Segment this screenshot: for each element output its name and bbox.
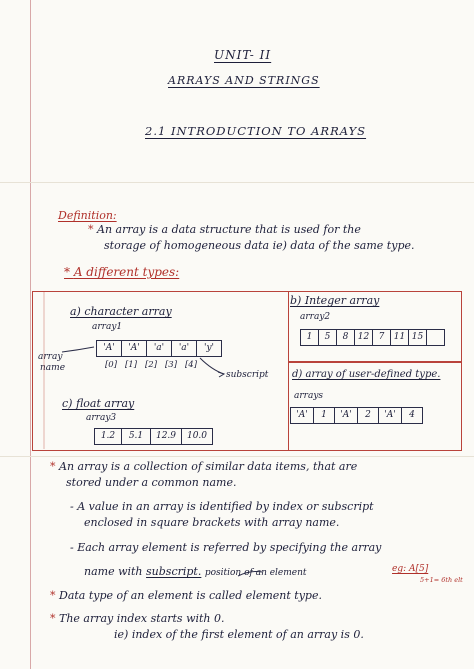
array-cell: 1.2 <box>95 429 122 444</box>
bullet-star: * <box>64 265 74 279</box>
array-index: [0] <box>104 360 118 370</box>
array-index: [1] <box>124 360 138 370</box>
array-cell: 'A' <box>335 408 358 423</box>
note-5 <box>50 612 225 626</box>
bullet-star: * <box>88 223 97 236</box>
example-subnote: 5+1= 6th elt <box>420 576 463 584</box>
note-5-text: The array index starts with 0. <box>59 612 225 625</box>
user-defined-title-text: d) array of user-defined type. <box>292 369 441 380</box>
user-defined-name: arrays <box>294 391 324 401</box>
array-cell: 'a' <box>172 341 197 356</box>
integer-array-title-text: b) Integer array <box>290 294 380 307</box>
example-text: eg: A[5] <box>392 564 429 574</box>
array-name-label-1: array <box>38 352 63 362</box>
note-2a: - A value in an array is identified by index or subscript <box>70 500 374 513</box>
note-3b <box>84 565 307 580</box>
note-3a: - Each array element is referred by specifying the array <box>70 541 382 554</box>
array-cell: 15 <box>409 330 427 345</box>
array-index: [3] <box>164 360 178 370</box>
array-cell: 2 <box>358 408 379 423</box>
unit-title: UNIT- II <box>214 48 272 62</box>
array-index: [2] <box>144 360 158 370</box>
note-4 <box>50 589 322 603</box>
array-cell: 'a' <box>147 341 172 356</box>
section-title: 2.1 INTRODUCTION TO ARRAYS <box>145 124 367 138</box>
array-cell: 12 <box>355 330 373 345</box>
array-cell: 1 <box>314 408 335 423</box>
definition-text-2: storage of homogeneous data ie) data of the same type. <box>104 239 415 252</box>
bullet-star: * <box>50 589 59 602</box>
definition-line-1: An array is a data structure that is used for the <box>97 223 361 236</box>
array-cell: 'A' <box>122 341 147 356</box>
array-cell: 1 <box>301 330 319 345</box>
note-2b: enclosed in square brackets with array name. <box>84 516 340 529</box>
array-cell: 11 <box>391 330 409 345</box>
character-array-name: array1 <box>92 322 123 332</box>
array-cell: 8 <box>337 330 355 345</box>
types-label: A different types: <box>73 265 180 279</box>
note-1a-text: An array is a collection of similar data items, that are <box>59 460 358 473</box>
array-cell: 'y' <box>203 343 215 353</box>
integer-array-name: array2 <box>300 312 331 322</box>
array-name-label-2: name <box>40 363 66 373</box>
bullet-star: * <box>50 460 59 473</box>
float-array-title-text: c) float array <box>62 397 135 410</box>
subscript-label: subscript <box>226 370 269 380</box>
float-array-name: array3 <box>86 413 117 423</box>
array-cell: 'A' <box>291 408 314 423</box>
array-cell: 'A' <box>97 341 122 356</box>
array-index: [4] <box>184 360 198 370</box>
array-cell: 4 <box>409 410 415 420</box>
array-cell: 'A' <box>379 408 402 423</box>
array-cell: 10.0 <box>186 431 208 441</box>
subscript-word: subscript. <box>146 565 202 578</box>
array-cell: 7 <box>373 330 391 345</box>
array-cell: 5 <box>319 330 337 345</box>
topic-title: ARRAYS AND STRINGS <box>168 74 320 87</box>
position-note: position of an element <box>204 568 307 578</box>
note-6: ie) index of the first element of an array is 0. <box>114 628 364 641</box>
note-1a <box>50 460 357 474</box>
array-cell: 5.1 <box>122 429 151 444</box>
character-array-title: a) character array <box>70 305 172 318</box>
note-1b: stored under a common name. <box>66 476 237 489</box>
array-cell: 12.9 <box>151 429 182 444</box>
note-4-text: Data type of an element is called element type. <box>59 589 322 602</box>
definition-label: Definition: <box>58 209 117 222</box>
note-3b-text: name with <box>84 565 143 578</box>
bullet-star: * <box>50 612 59 625</box>
